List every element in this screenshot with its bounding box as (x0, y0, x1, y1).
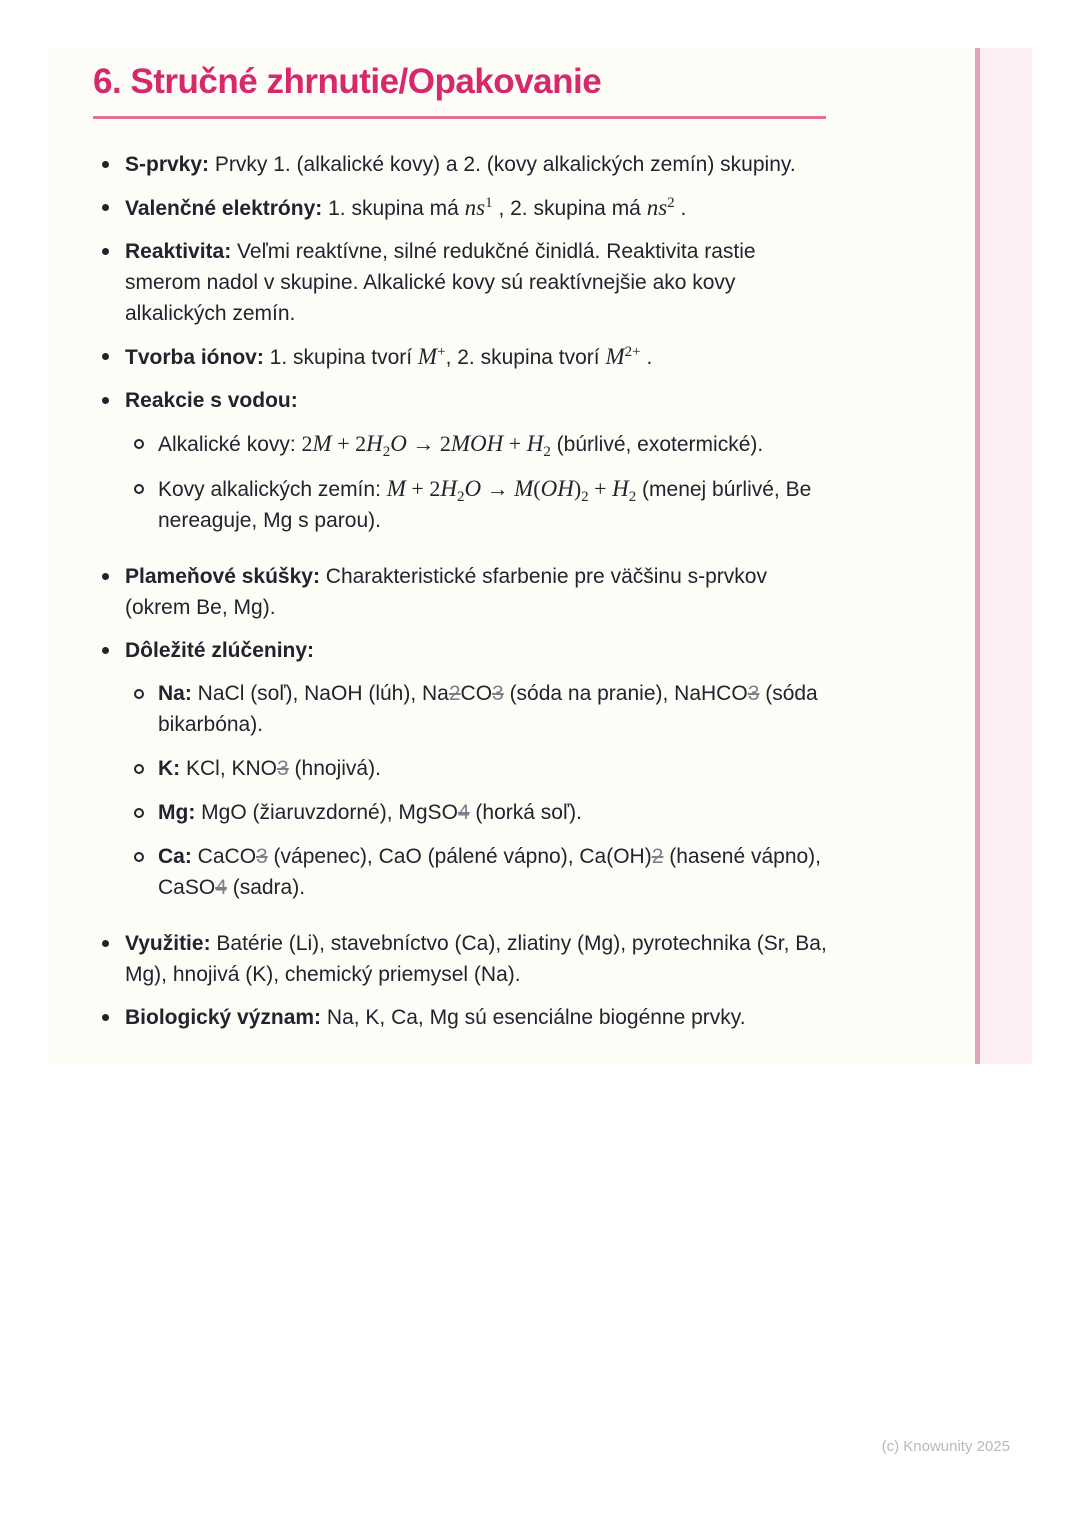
text-segment: (hasené vápno), (663, 844, 822, 868)
text-segment: Využitie: (125, 931, 211, 955)
text-segment: nereaguje, Mg s parou). (158, 508, 381, 532)
text-segment: + 2 (331, 430, 367, 456)
text-segment: 2 (543, 443, 551, 460)
text-segment: KCl, KNO (180, 756, 278, 780)
text-segment: , 2. skupina má (492, 196, 647, 220)
text-segment: Biologický význam: (125, 1005, 322, 1029)
text-segment: 2 (581, 488, 589, 505)
text-segment: + 2 (405, 475, 441, 501)
text-segment: M (605, 343, 625, 369)
text-segment: M (312, 430, 332, 456)
page-title: 6. Stručné zhrnutie/Opakovanie (93, 62, 602, 101)
text-segment: 2 (301, 430, 313, 456)
list-item (93, 428, 902, 460)
text-segment: 2+ (624, 343, 641, 360)
text-segment: Plameňové skúšky: (125, 564, 320, 588)
card-content (48, 48, 1032, 1033)
text-segment: Veľmi reaktívne, silné redukčné činidlá. Reaktivita rastie (231, 239, 756, 263)
text-segment: Mg), hnojivá (K), chemický priemysel (Na). (125, 962, 521, 986)
text-segment: (okrem Be, Mg). (125, 595, 276, 619)
text-segment: OH (540, 475, 574, 501)
text-segment: Na, K, Ca, Mg sú esenciálne biogénne prvky. (321, 1005, 746, 1029)
text-segment: (búrlivé, exotermické). (550, 432, 764, 456)
list-item (93, 841, 902, 903)
text-segment: H (612, 475, 629, 501)
summary-list (93, 149, 902, 1033)
text-segment: 3 (256, 844, 268, 868)
text-segment: Na: (158, 681, 192, 705)
text-segment: 3 (492, 681, 504, 705)
text-segment: bikarbóna). (158, 712, 264, 736)
text-segment: NaCl (soľ), NaOH (lúh), Na (191, 681, 449, 705)
text-segment: 4 (215, 875, 227, 899)
text-segment: CO (460, 681, 493, 705)
text-segment: 2 (667, 194, 675, 211)
list-item (93, 561, 902, 623)
text-segment: + (437, 343, 446, 360)
text-segment: 4 (457, 800, 470, 824)
text-segment: . (640, 345, 653, 369)
text-segment: CaCO (191, 844, 257, 868)
text-segment: 1 (485, 194, 493, 211)
text-segment: Valenčné elektróny: (125, 196, 323, 220)
text-segment: ) (573, 475, 582, 501)
text-segment: CaSO (158, 875, 216, 899)
text-segment: smerom nadol v skupine. Alkalické kovy sú reaktívnejšie ako kovy (125, 270, 736, 294)
text-segment: + (588, 475, 613, 501)
text-segment: 1. skupina má (322, 196, 465, 220)
text-segment: alkalických zemín. (125, 301, 296, 325)
title-divider (93, 116, 826, 119)
text-segment: Alkalické kovy: (158, 432, 302, 456)
text-segment: O (464, 475, 482, 501)
text-segment: , 2. skupina tvorí (445, 345, 606, 369)
text-segment: M (386, 475, 406, 501)
text-segment: S-prvky: (125, 152, 210, 176)
text-segment: (menej búrlivé, Be (636, 477, 812, 501)
text-segment: O (390, 430, 407, 456)
text-segment: . (674, 196, 687, 220)
text-segment: → (481, 475, 515, 501)
text-segment: → 2 (406, 430, 451, 456)
list-item (93, 385, 902, 416)
text-segment: 2 (651, 844, 664, 868)
list-item (93, 149, 902, 180)
text-segment: K: (158, 756, 181, 780)
list-item (93, 341, 902, 373)
text-segment: (hnojivá). (288, 756, 381, 780)
text-segment: H (440, 475, 457, 501)
text-segment: (vápenec), CaO (pálené vápno), Ca(OH) (267, 844, 652, 868)
copyright-footer: (c) Knowunity 2025 (881, 1438, 1010, 1455)
text-segment: 3 (277, 756, 289, 780)
list-item (93, 473, 902, 536)
text-segment: 1. skupina tvorí (263, 345, 418, 369)
list-item (93, 192, 902, 224)
text-segment: Prvky 1. (alkalické kovy) a 2. (kovy alkalických zemín) skupiny. (209, 152, 796, 176)
text-segment: Mg: (158, 800, 196, 824)
text-segment: 2 (456, 488, 465, 505)
list-item (93, 236, 902, 329)
text-segment: Reakcie s vodou: (125, 388, 298, 412)
list-item (93, 678, 902, 740)
text-segment: H (366, 430, 383, 456)
text-segment: Kovy alkalických zemín: (158, 477, 387, 501)
list-item (93, 635, 902, 666)
text-segment: Ca: (158, 844, 192, 868)
text-segment: H (526, 430, 544, 456)
list-item (93, 1002, 902, 1033)
text-segment: (sóda (759, 681, 818, 705)
text-segment: MgO (žiaruvzdorné), MgSO (195, 800, 458, 824)
text-segment: + (503, 430, 527, 456)
summary-card (48, 48, 1032, 1064)
text-segment: M (417, 343, 438, 369)
text-segment: MOH (450, 430, 504, 456)
text-segment: 2 (448, 681, 461, 705)
text-segment: ( (533, 475, 541, 501)
text-segment: Batérie (Li), stavebníctvo (Ca), zliatiny (Mg), pyrotechnika (Sr, Ba, (210, 931, 827, 955)
text-segment: ns (646, 194, 668, 220)
text-segment: (horká soľ). (469, 800, 582, 824)
text-segment: Charakteristické sfarbenie pre väčšinu s-prvkov (319, 564, 767, 588)
text-segment: M (514, 475, 534, 501)
text-segment: 2 (628, 488, 637, 505)
text-segment: (sóda na pranie), NaHCO (503, 681, 748, 705)
text-segment: Reaktivita: (125, 239, 232, 263)
text-segment: (sadra). (226, 875, 306, 899)
text-segment: Dôležité zlúčeniny: (125, 638, 315, 662)
text-segment: 3 (747, 681, 760, 705)
list-item (93, 753, 902, 784)
list-item (93, 797, 902, 828)
text-segment: ns (464, 194, 486, 220)
list-item (93, 928, 902, 990)
text-segment: 2 (382, 443, 391, 460)
text-segment: Tvorba iónov: (125, 345, 264, 369)
